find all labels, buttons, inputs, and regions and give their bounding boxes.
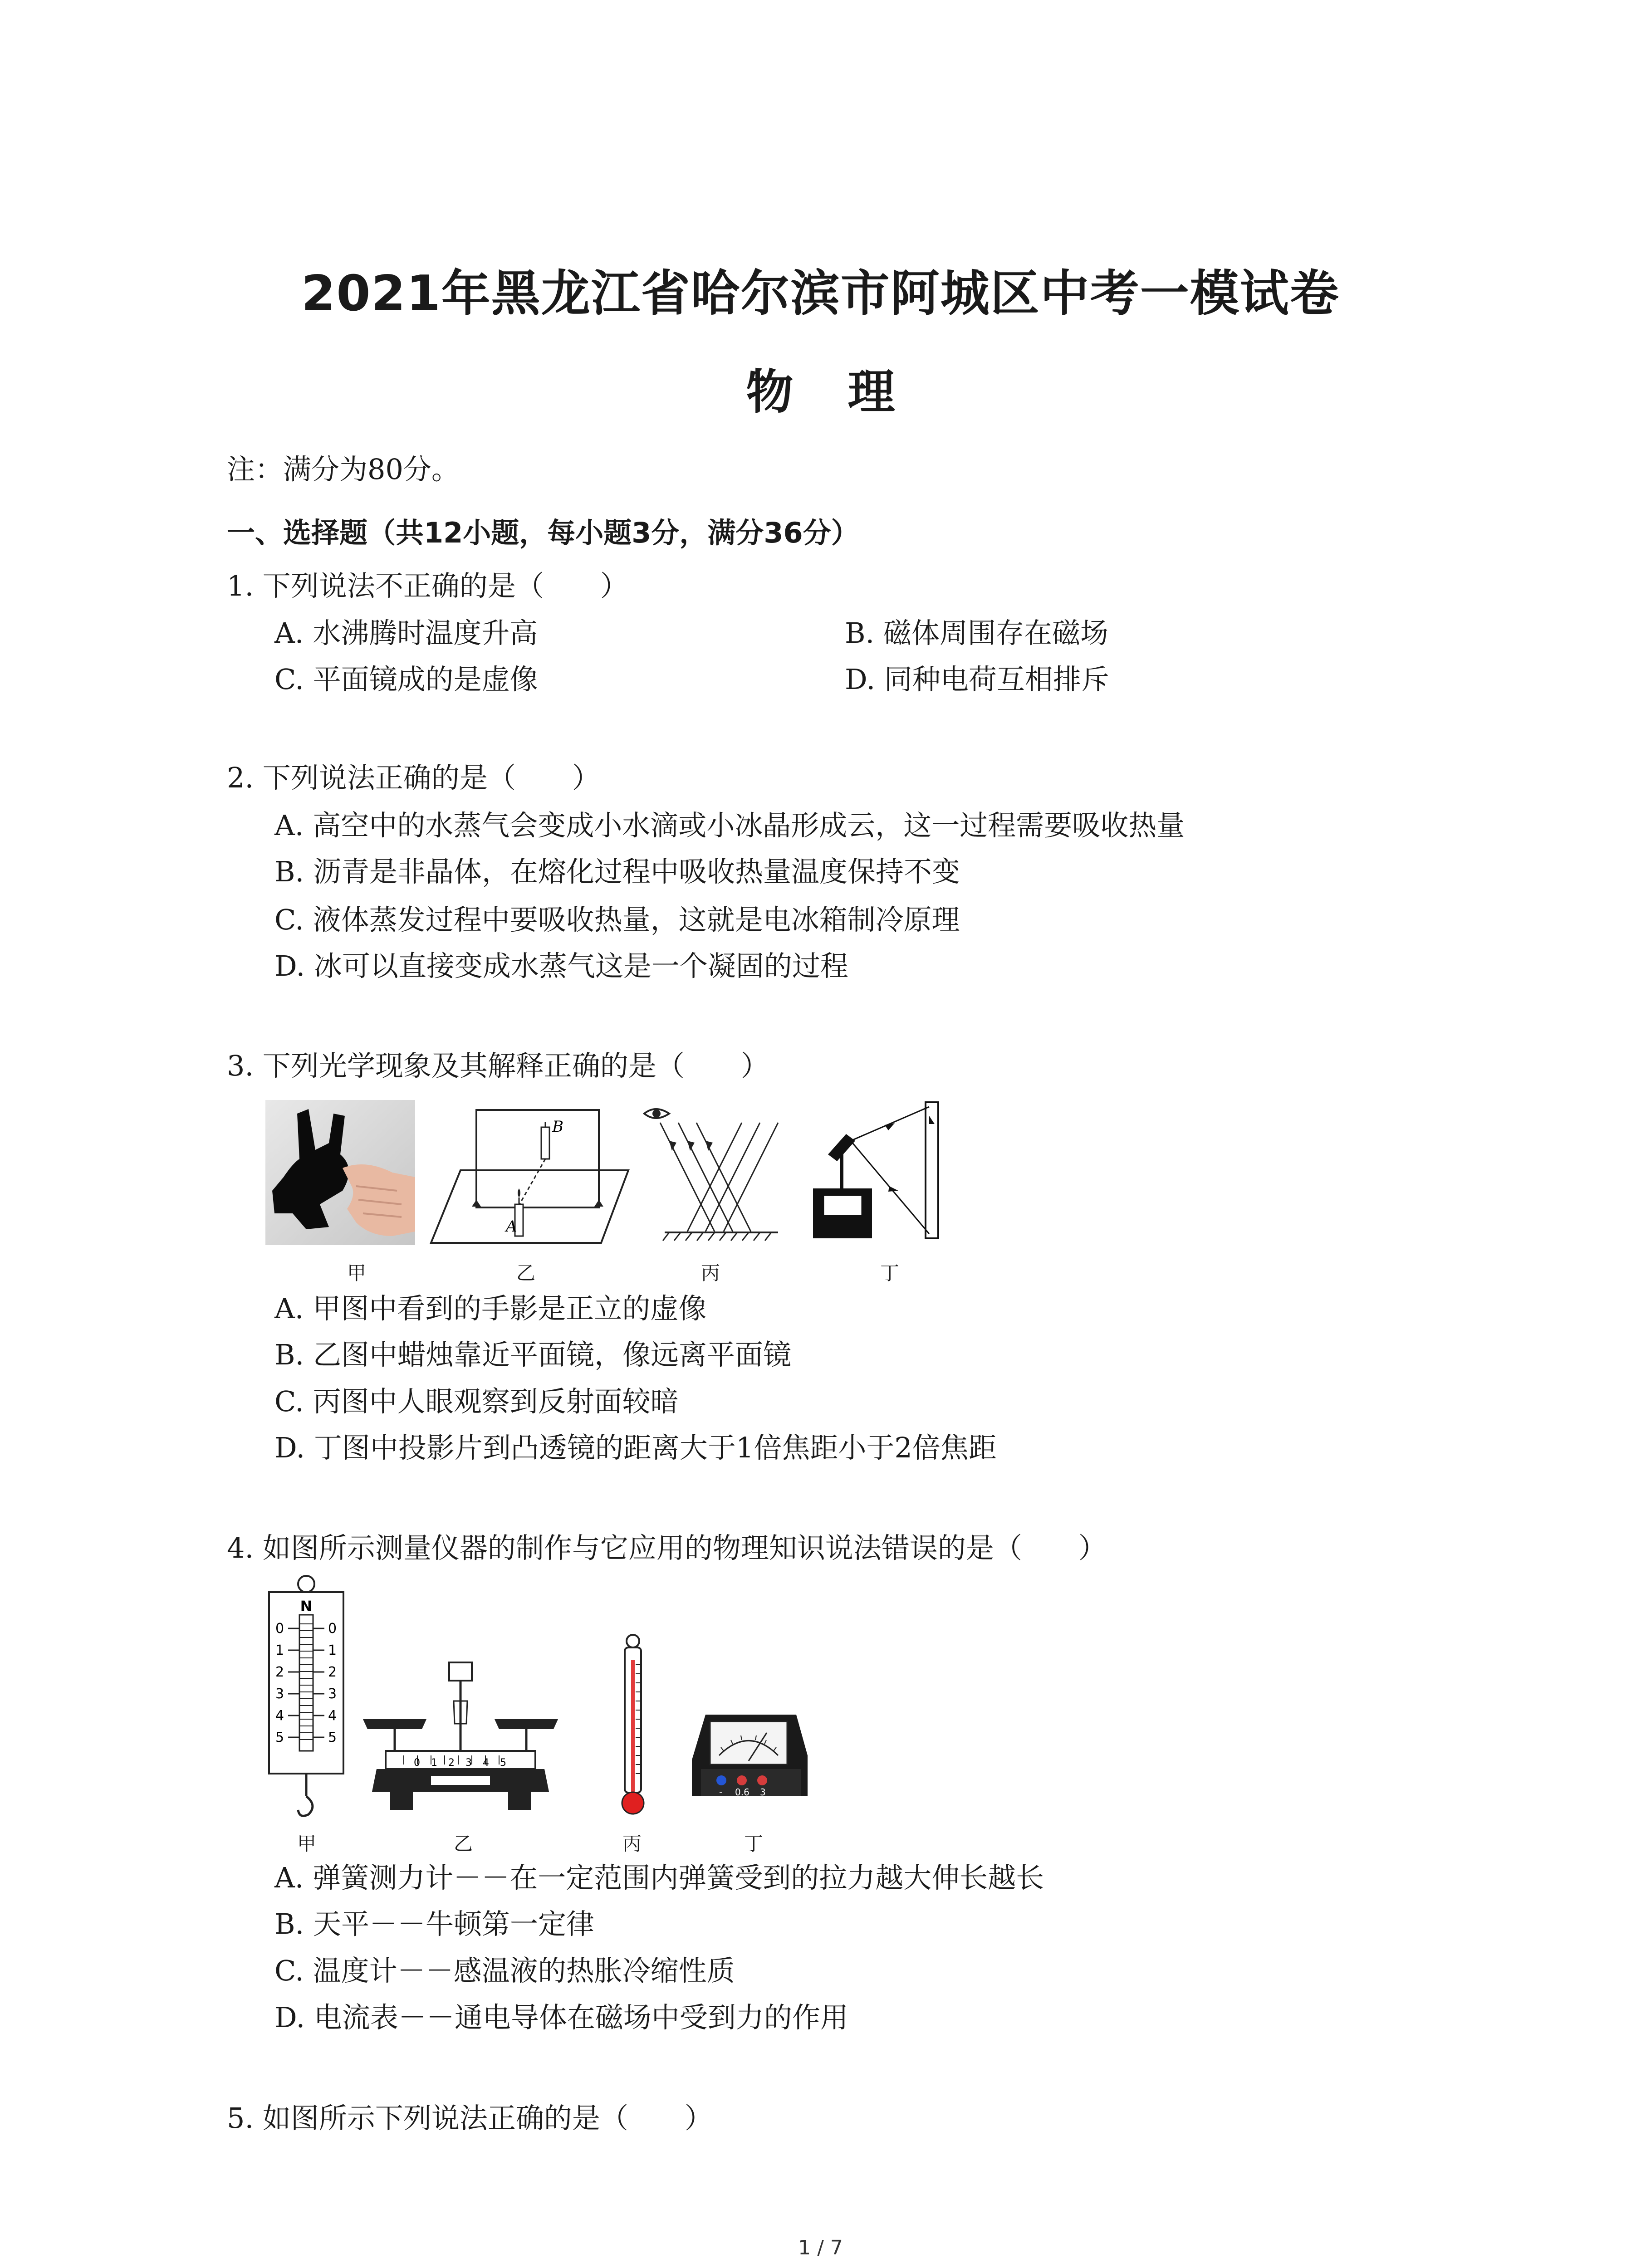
- projector-figure: [812, 1098, 966, 1247]
- question-1-option-d: D. 同种电荷互相排斥: [845, 663, 1109, 696]
- balance-figure: [363, 1660, 563, 1823]
- balance-tick-0: 0: [414, 1757, 420, 1769]
- hand-shadow-figure: [265, 1100, 415, 1245]
- spring-tick-0-right: 0: [328, 1621, 337, 1637]
- q4-caption-ding: 丁: [744, 1833, 764, 1855]
- question-2-stem: 2. 下列说法正确的是（ ）: [227, 761, 600, 794]
- question-2-option-a: A. 高空中的水蒸气会变成小水滴或小冰晶形成云，这一过程需要吸收热量: [274, 809, 1185, 842]
- question-4-option-b: B. 天平－－牛顿第一定律: [274, 1907, 594, 1941]
- score-note: 注：满分为80分。: [227, 453, 460, 486]
- question-1-option-c: C. 平面镜成的是虚像: [274, 663, 538, 696]
- thermometer-figure: [615, 1633, 651, 1823]
- question-5-stem: 5. 如图所示下列说法正确的是（ ）: [227, 2102, 713, 2135]
- question-3-option-c: C. 丙图中人眼观察到反射面较暗: [274, 1385, 679, 1418]
- question-4-option-a: A. 弹簧测力计－－在一定范围内弹簧受到的拉力越大伸长越长: [274, 1861, 1044, 1894]
- balance-tick-5: 5: [500, 1757, 506, 1769]
- spring-scale-figure: [265, 1574, 347, 1828]
- spring-tick-1: 1: [275, 1642, 284, 1658]
- label-b: B: [552, 1118, 563, 1136]
- question-2-option-d: D. 冰可以直接变成水蒸气这是一个凝固的过程: [274, 949, 848, 982]
- figure-caption-ding: 丁: [880, 1262, 900, 1284]
- spring-tick-5-right: 5: [328, 1730, 337, 1745]
- spring-tick-2: 2: [275, 1664, 284, 1680]
- question-2-option-c: C. 液体蒸发过程中要吸收热量，这就是电冰箱制冷原理: [274, 903, 960, 936]
- page-title: 2021年黑龙江省哈尔滨市阿城区中考一模试卷: [301, 265, 1340, 322]
- label-a: A: [506, 1217, 517, 1236]
- question-1-option-b: B. 磁体周围存在磁场: [845, 616, 1108, 650]
- figure-caption-yi: 乙: [516, 1262, 536, 1284]
- balance-tick-1: 1: [431, 1757, 437, 1769]
- question-4-stem: 4. 如图所示测量仪器的制作与它应用的物理知识说法错误的是（ ）: [227, 1531, 1107, 1564]
- ammeter-terminal-neg: -: [719, 1787, 723, 1798]
- question-3-option-d: D. 丁图中投影片到凸透镜的距离大于1倍焦距小于2倍焦距: [274, 1431, 997, 1464]
- figure-caption-jia: 甲: [347, 1262, 367, 1284]
- spring-tick-3-right: 3: [328, 1686, 337, 1702]
- plane-mirror-figure: [429, 1109, 628, 1245]
- question-3-stem: 3. 下列光学现象及其解释正确的是（ ）: [227, 1049, 769, 1082]
- figure-caption-bing: 丙: [701, 1262, 720, 1284]
- spring-scale-unit: N: [300, 1598, 313, 1615]
- spring-tick-3: 3: [275, 1686, 284, 1702]
- subject-title: 物理: [746, 364, 950, 420]
- q4-caption-bing: 丙: [622, 1833, 642, 1855]
- question-3-option-b: B. 乙图中蜡烛靠近平面镜，像远离平面镜: [274, 1338, 791, 1371]
- question-4-option-c: C. 温度计－－感温液的热胀冷缩性质: [274, 1954, 735, 1987]
- ammeter-terminal-3: 3: [760, 1787, 766, 1798]
- question-2-option-b: B. 沥青是非晶体，在熔化过程中吸收热量温度保持不变: [274, 855, 960, 888]
- spring-tick-2-right: 2: [328, 1664, 337, 1680]
- q4-caption-yi: 乙: [454, 1833, 473, 1855]
- question-4-option-d: D. 电流表－－通电导体在磁场中受到力的作用: [274, 2001, 848, 2034]
- section-heading: 一、选择题（共12小题，每小题3分，满分36分）: [227, 516, 859, 549]
- spring-tick-5: 5: [275, 1730, 284, 1745]
- question-3-option-a: A. 甲图中看到的手影是正立的虚像: [274, 1292, 707, 1325]
- q4-caption-jia: 甲: [297, 1833, 317, 1855]
- page-number: 1 / 7: [798, 2236, 843, 2259]
- ammeter-terminal-06: 0.6: [735, 1787, 749, 1798]
- spring-tick-4-right: 4: [328, 1708, 337, 1724]
- reflection-figure: [642, 1105, 787, 1245]
- question-1-stem: 1. 下列说法不正确的是（ ）: [227, 569, 628, 602]
- ammeter-figure: [683, 1706, 810, 1819]
- spring-tick-4: 4: [275, 1708, 284, 1724]
- question-1-option-a: A. 水沸腾时温度升高: [274, 616, 538, 650]
- spring-tick-0: 0: [275, 1621, 284, 1637]
- spring-tick-1-right: 1: [328, 1642, 337, 1658]
- balance-tick-4: 4: [483, 1757, 489, 1769]
- balance-tick-3: 3: [465, 1757, 472, 1769]
- balance-tick-2: 2: [448, 1757, 455, 1769]
